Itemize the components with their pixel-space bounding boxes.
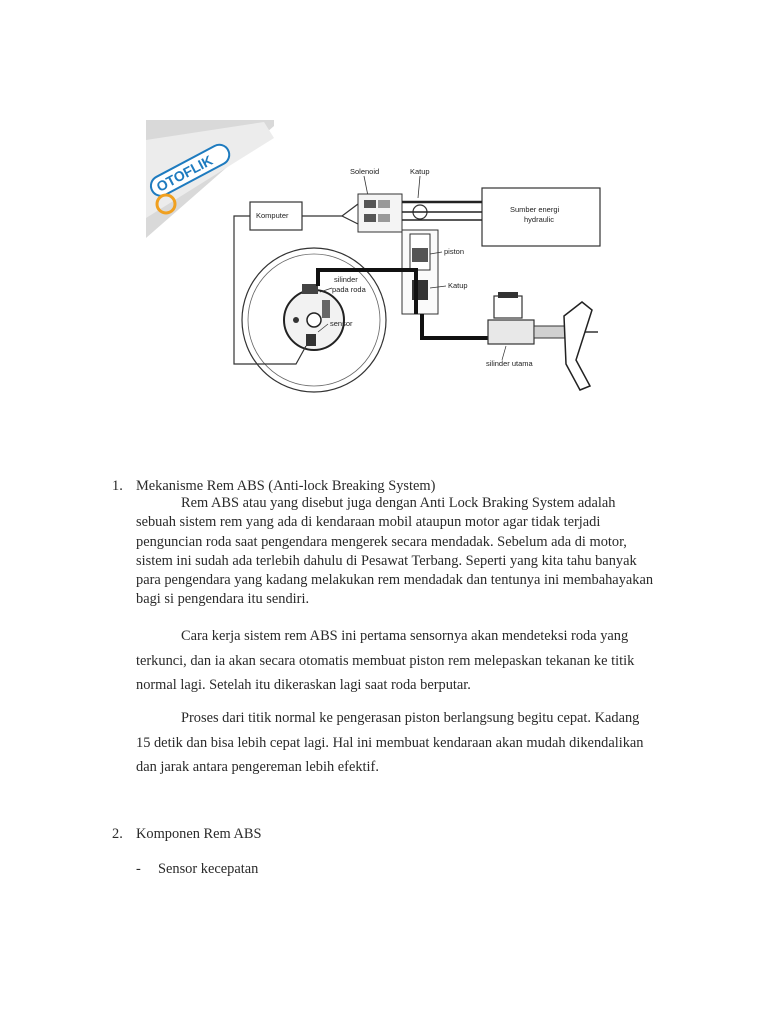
- logo-text: OTOFLIK: [153, 151, 216, 195]
- label-silinder-utama: silinder utama: [486, 359, 533, 368]
- section-1-paragraph-2: [136, 624, 696, 698]
- paragraph-line: sistem ini sudah ada terlebih dahulu di Pesawat Terbang. Seperti yang kita tahu banyak: [136, 552, 637, 569]
- bullet-item-sensor-kecepatan: Sensor kecepatan: [158, 861, 259, 877]
- paragraph-line: normal lagi. Setelah itu dikeraskan lagi saat roda berputar.: [136, 677, 471, 693]
- section-2-number: 2.: [112, 826, 123, 842]
- paragraph-line: Proses dari titik normal ke pengerasan piston berlangsung begitu cepat. Kadang: [181, 710, 640, 726]
- paragraph-line: penguncian roda saat pengendara mengerek secara mendadak. Sebelum ada di motor,: [136, 533, 627, 550]
- section-1-number: 1.: [112, 478, 123, 494]
- abs-diagram: [146, 120, 606, 402]
- brake-pedal: [564, 302, 592, 390]
- section-1-paragraph-1: [136, 494, 696, 610]
- section-1-title: Mekanisme Rem ABS (Anti-lock Breaking System): [136, 478, 436, 494]
- section-2-title: Komponen Rem ABS: [136, 826, 262, 842]
- label-sumber-1: Sumber energi: [510, 205, 560, 214]
- label-piston: piston: [444, 247, 465, 256]
- paragraph-line: para pengendara yang kadang melakukan rem mendadak dan tentunya ini membahayakan: [136, 572, 654, 589]
- label-sumber-2: hydraulic: [524, 215, 555, 224]
- label-katup-mid: Katup: [448, 281, 468, 290]
- solenoid-block: [358, 194, 402, 232]
- label-katup-top: Katup: [410, 167, 430, 176]
- label-komputer: Komputer: [256, 211, 289, 220]
- paragraph-line: dan jarak antara pengereman lebih efektif.: [136, 759, 379, 775]
- section-1-paragraph-3: [136, 706, 696, 780]
- paragraph-line: Rem ABS atau yang disebut juga dengan Anti Lock Braking System adalah: [181, 495, 616, 511]
- paragraph-line: bagi si pengendara itu sendiri.: [136, 591, 310, 608]
- paragraph-line: Cara kerja sistem rem ABS ini pertama sensornya akan mendeteksi roda yang: [181, 628, 629, 644]
- label-silinder-2: pada roda: [332, 285, 366, 294]
- label-silinder-1: silinder: [334, 275, 358, 284]
- paragraph-line: terkunci, dan ia akan secara otomatis membuat piston rem melepaskan tekanan ke titik: [136, 652, 635, 669]
- abs-diagram-figure: [146, 120, 606, 402]
- label-solenoid: Solenoid: [350, 167, 380, 176]
- label-sensor: sensor: [330, 319, 353, 328]
- paragraph-line: 15 detik dan bisa lebih cepat lagi. Hal ini membuat kendaraan akan mudah dikendalikan: [136, 734, 644, 751]
- bullet-dash: -: [136, 861, 141, 877]
- paragraph-line: sebuah sistem rem yang ada di kendaraan mobil ataupun motor agar tidak terjadi: [136, 514, 601, 531]
